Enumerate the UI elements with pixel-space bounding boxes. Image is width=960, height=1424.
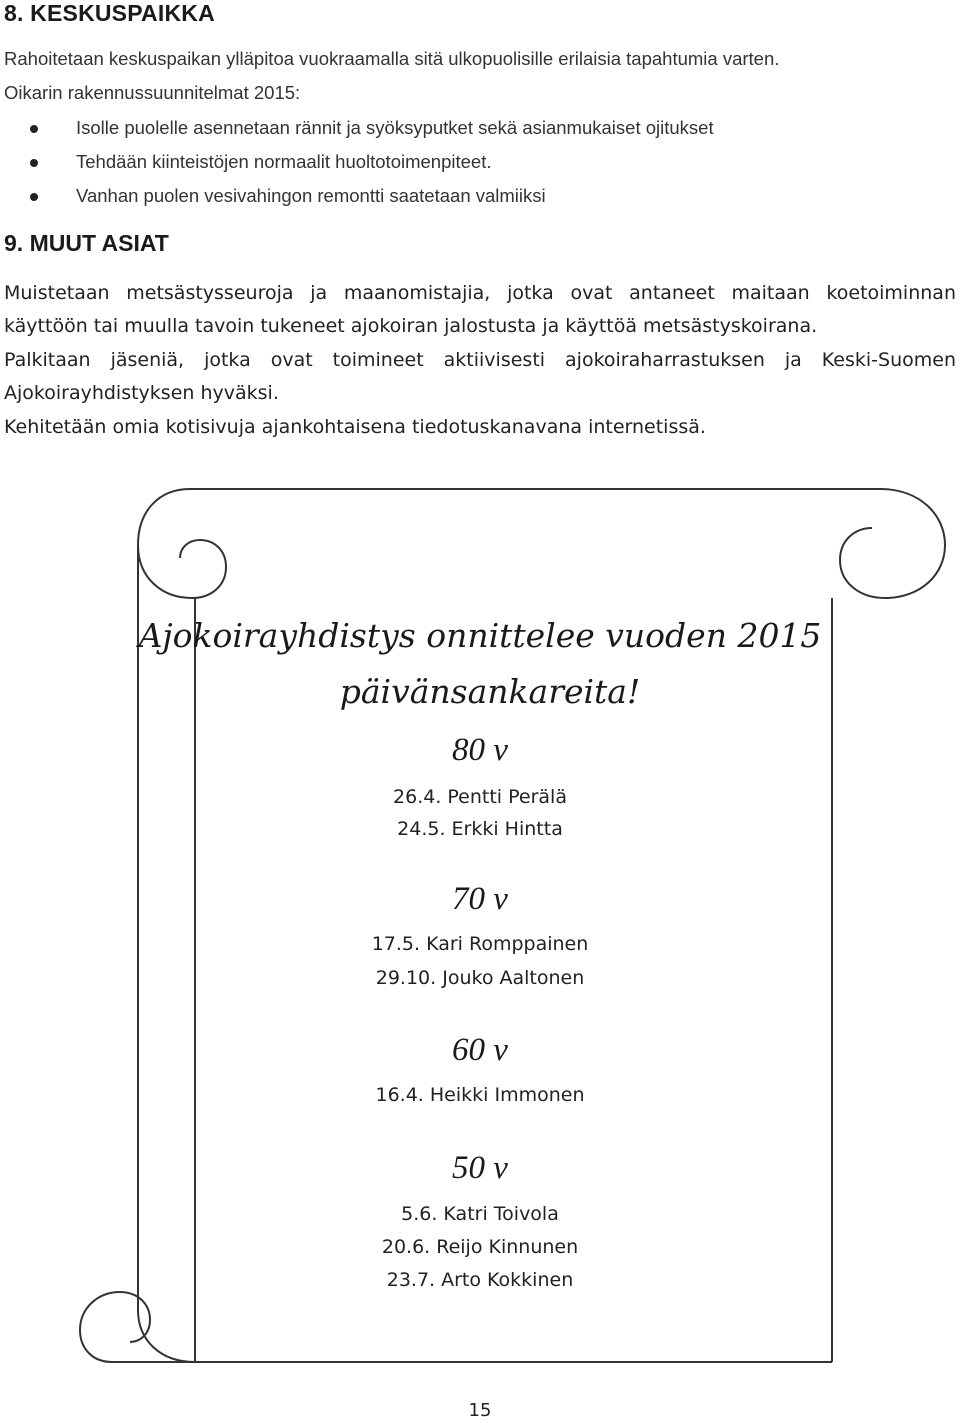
birthday-person: 23.7. Arto Kokkinen — [386, 1269, 574, 1291]
section-9-paragraph-3: Kehitetään omia kotisivuja ajankohtaisena tiedotuskanavana internetissä. — [4, 416, 706, 438]
birthday-person: 26.4. Pentti Perälä — [393, 786, 567, 808]
page-number: 15 — [468, 1400, 492, 1421]
birthday-person: 24.5. Erkki Hintta — [397, 818, 563, 840]
section-9-paragraph-1-line-2: käyttöön tai muulla tavoin tukeneet ajokoiran jalostusta ja käyttöä metsästyskoirana. — [4, 315, 818, 337]
birthday-person: 16.4. Heikki Immonen — [375, 1084, 585, 1106]
birthday-person: 5.6. Katri Toivola — [401, 1203, 559, 1225]
age-heading-70: 70 v — [452, 881, 508, 917]
section-8-line-1: Rahoitetaan keskuspaikan ylläpitoa vuokraamalla sitä ulkopuolisille erilaisia tapahtumia varten. — [4, 48, 780, 69]
section-9-paragraph-2-line-1: Palkitaan jäseniä, jotka ovat toimineet aktiivisesti ajokoiraharrastuksen ja Keski-Suomen — [4, 349, 956, 371]
birthday-person: 20.6. Reijo Kinnunen — [381, 1236, 579, 1258]
greeting-title-line-1: Ajokoirayhdistys onnittelee vuoden 2015 — [138, 616, 822, 655]
birthday-person: 17.5. Kari Romppainen — [371, 933, 589, 955]
bullet-item: Isolle puolelle asennetaan rännit ja syöksyputket sekä asianmukaiset ojitukset — [76, 117, 714, 138]
greeting-title-line-2: päivänsankareita! — [339, 672, 641, 711]
age-heading-60: 60 v — [452, 1032, 508, 1068]
section-8-heading: 8. KESKUSPAIKKA — [4, 0, 215, 26]
section-8-line-2: Oikarin rakennussuunnitelmat 2015: — [4, 82, 301, 103]
bullet-item: Tehdään kiinteistöjen normaalit huoltotoimenpiteet. — [76, 151, 492, 172]
age-heading-80: 80 v — [452, 732, 508, 768]
section-9-paragraph-1-line-1: Muistetaan metsästysseuroja ja maanomistajia, jotka ovat antaneet maitaan koetoiminnan — [4, 282, 956, 304]
bullet-item: Vanhan puolen vesivahingon remontti saatetaan valmiiksi — [76, 185, 546, 206]
section-9-paragraph-2-line-2: Ajokoirayhdistyksen hyväksi. — [4, 382, 279, 404]
birthday-person: 29.10. Jouko Aaltonen — [375, 967, 585, 989]
section-9-heading: 9. MUUT ASIAT — [4, 230, 169, 256]
age-heading-50: 50 v — [452, 1150, 508, 1186]
